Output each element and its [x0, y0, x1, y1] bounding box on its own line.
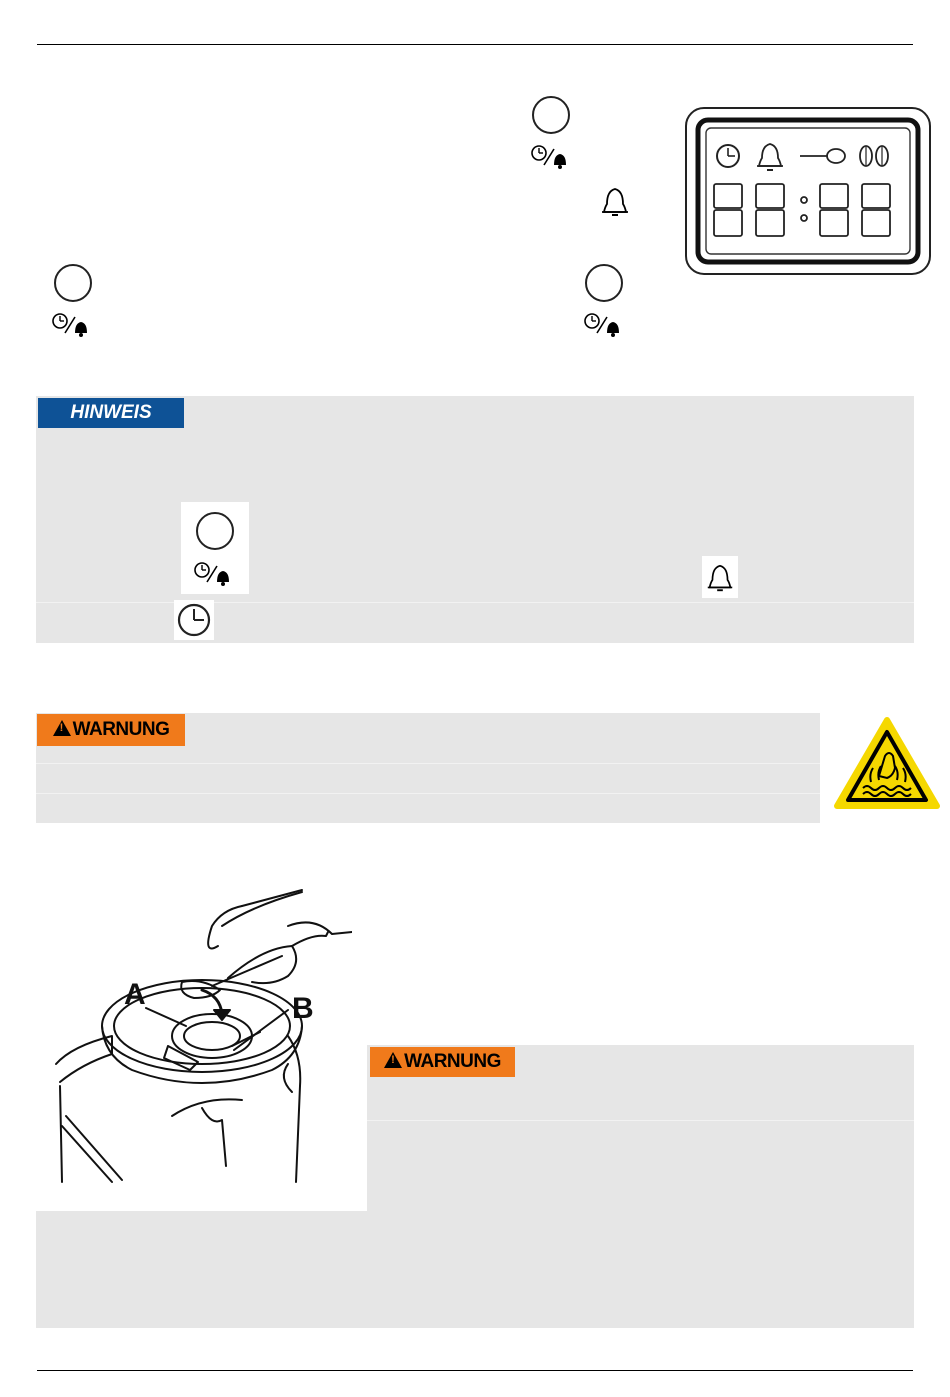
footer-rule: [37, 1370, 913, 1371]
warning-box-separator: [367, 1120, 914, 1121]
notice-box-separator: [36, 602, 914, 603]
warning-triangle-icon: [384, 1052, 402, 1068]
figure-label-b: B: [292, 992, 314, 1025]
notice-label: HINWEIS: [38, 398, 184, 428]
warning-label: [37, 714, 185, 746]
warning-box-separator: [36, 763, 820, 764]
timer-alarm-button: [196, 512, 234, 550]
bell-icon: [598, 185, 632, 219]
warning-box-continuation: [36, 1211, 914, 1328]
timer-alarm-button: [54, 264, 92, 302]
grinder-cleaning-illustration: [52, 886, 352, 1186]
timer-alarm-glyph-icon: [193, 560, 237, 586]
notice-box: [36, 396, 914, 643]
warning-label-text: WARNUNG: [404, 1051, 501, 1072]
warning-triangle-icon: [53, 720, 71, 736]
warning-box-separator: [36, 793, 820, 794]
figure-label-a: A: [124, 978, 146, 1011]
warning-label-text: WARNUNG: [72, 719, 170, 740]
header-rule: [37, 44, 913, 45]
timer-alarm-button: [532, 96, 570, 134]
bell-icon: [704, 560, 736, 596]
timer-alarm-button: [585, 264, 623, 302]
timer-alarm-glyph-icon: [530, 143, 574, 169]
hot-surface-warning-icon: [833, 716, 941, 812]
timer-alarm-glyph-icon: [51, 311, 95, 337]
timer-alarm-glyph-icon: [583, 311, 627, 337]
warning-label: [370, 1047, 515, 1077]
lcd-display-icon: [684, 106, 932, 276]
clock-icon: [176, 602, 212, 638]
